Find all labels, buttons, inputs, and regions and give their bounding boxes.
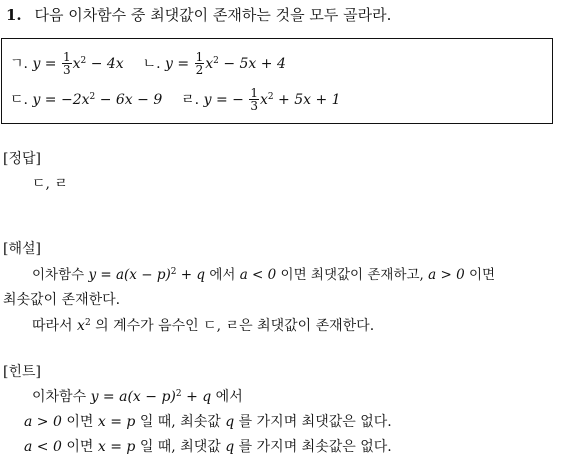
hint-line-3: a < 0 이면 x = p 일 때, 최댓값 q 를 가지며 최솟값은 없다. xyxy=(24,439,392,455)
choice-d: ㄹ. y = − $\frac{1}{3}$ $x^2 + 5x + 1$ xyxy=(181,86,341,113)
choice-c-mid: − 6x − 9 xyxy=(99,91,163,108)
choice-d-tail: + 5x + 1 xyxy=(278,91,341,108)
choice-b: ㄴ. y = $\frac{1}{2}$ $x^2 - 5x + 4$ xyxy=(142,50,286,77)
choice-c-label: ㄷ. xyxy=(10,91,28,108)
choice-b-lhs: y = xyxy=(165,55,190,72)
choice-c-lhs: y = −2x xyxy=(32,91,90,108)
hint-heading: [힌트] xyxy=(3,364,41,380)
hint-equation: y = a(x − p) xyxy=(90,389,176,405)
choice-a: ㄱ. y = $\frac{1}{3}$ $x^2 - 4x$ xyxy=(10,50,124,77)
answer-text: ㄷ, ㄹ xyxy=(32,176,68,192)
choice-b-tail: − 5x + 4 xyxy=(223,55,286,72)
choice-d-label: ㄹ. xyxy=(181,91,200,108)
explanation-line-1: 이차함수 $y = a(x - p)^2 + q$ 에서 a < 0 이면 최댓값이 존재하고, a > 0 이면 xyxy=(32,267,496,283)
choice-d-fraction: $\frac{1}{3}$ xyxy=(250,86,258,113)
explanation-equation: y = a(x − p) xyxy=(88,267,171,283)
choices-box xyxy=(1,38,553,124)
choice-b-label: ㄴ. xyxy=(142,55,161,72)
choice-a-label: ㄱ. xyxy=(10,55,28,72)
answer-heading: [정답] xyxy=(3,151,41,167)
choice-a-tail: − 4x xyxy=(90,55,124,72)
choice-a-fraction: $\frac{1}{3}$ xyxy=(62,50,71,77)
choice-d-lhs: y = − xyxy=(203,91,244,108)
choices-row-2 xyxy=(10,87,341,112)
problem-number: 1. xyxy=(6,6,22,24)
explanation-line-2: 최솟값이 존재한다. xyxy=(3,292,121,308)
choices-row-1 xyxy=(10,51,286,76)
choice-b-fraction: $\frac{1}{2}$ xyxy=(195,50,204,77)
explanation-line-3: 따라서 $x^2$ 의 계수가 음수인 ㄷ, ㄹ은 최댓값이 존재한다. xyxy=(32,318,375,334)
choice-c: ㄷ. $y = -2x^2 - 6x - 9$ xyxy=(10,91,163,108)
problem-statement xyxy=(6,4,391,25)
explanation-heading: [해설] xyxy=(3,241,41,257)
problem-question: 다음 이차함수 중 최댓값이 존재하는 것을 모두 골라라. xyxy=(34,6,392,24)
hint-line-2: a > 0 이면 x = p 일 때, 최솟값 q 를 가지며 최댓값은 없다. xyxy=(24,414,392,430)
choice-a-lhs: y = xyxy=(32,55,57,72)
hint-line-1: 이차함수 $y = a(x - p)^2 + q$ 에서 xyxy=(32,389,243,405)
